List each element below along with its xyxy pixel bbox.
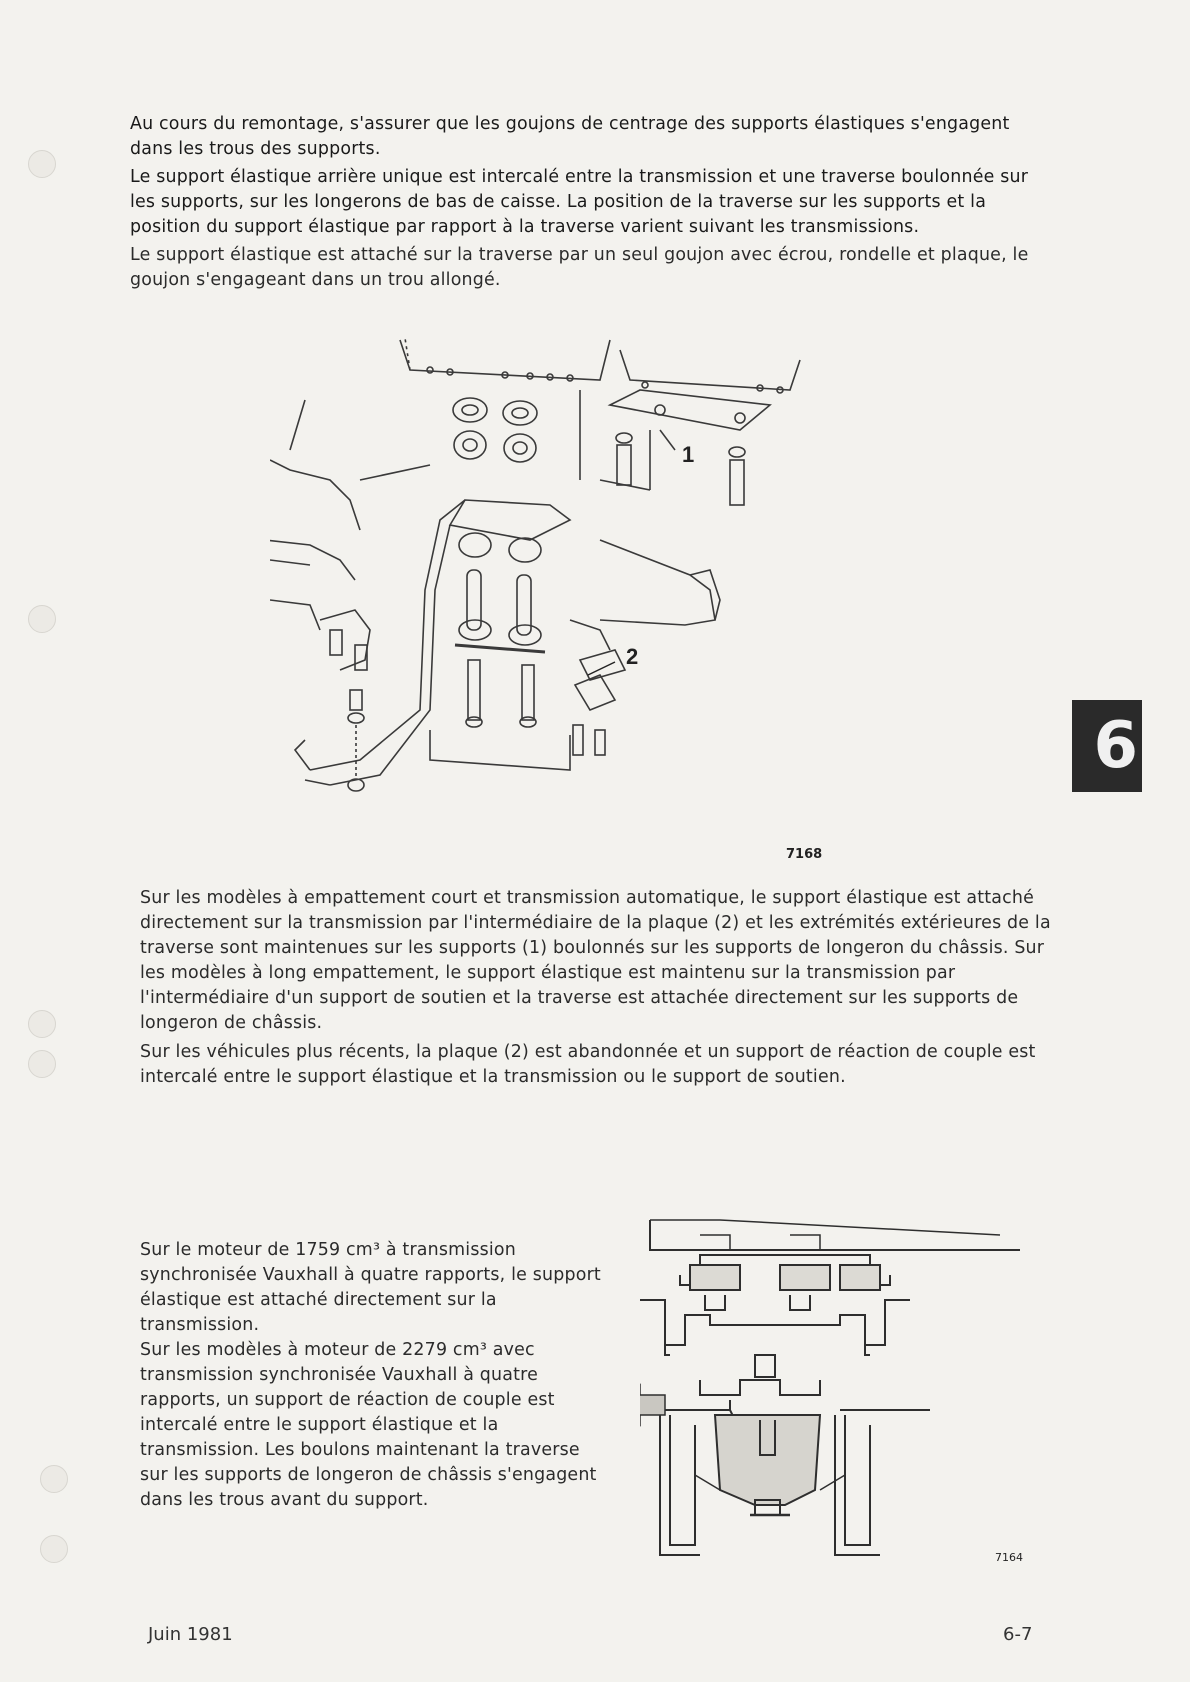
binder-hole [40,1535,68,1563]
callout-2: 2 [626,644,639,669]
paragraph-short-wheelbase: Sur les modèles à empattement court et transmission automatique, le support élastique est attaché directement sur la transmission par l'intermédiaire de la plaque (2) et les extrémités extérieures de la traverse sont maintenues sur les supports (1) boulonnés sur les supports de longeron du châssis. Sur les modèles à long empattement, le support élastique est maintenu sur la transmission par l'intermédiaire d'un support de soutien et la traverse est attachée directement sur les supports de longeron de châssis. [140,888,1051,1033]
binder-hole [28,1050,56,1078]
paragraph-2279-engine: Sur les modèles à moteur de 2279 cm³ avec transmission synchronisée Vauxhall à quatre rapports, un support de réaction de couple est intercalé entre le support élastique et la transmission. Les boulons maintenant la traverse sur les supports de longeron de châssis s'engagent dans les trous avant du support. [140,1340,597,1510]
binder-hole [28,150,56,178]
paragraph-1759-engine: Sur le moteur de 1759 cm³ à transmission synchronisée Vauxhall à quatre rapports, le support élastique est attaché directement sur la transmission. [140,1240,601,1335]
paragraph-reassembly: Au cours du remontage, s'assurer que les goujons de centrage des supports élastiques s'engagent dans les trous des supports. [130,114,1010,159]
binder-hole [28,605,56,633]
figure-number-7168: 7168 [786,847,823,862]
paragraph-rear-mount: Le support élastique arrière unique est intercalé entre la transmission et une traverse boulonnée sur les supports, sur les longerons de bas de caisse. La position de la traverse sur les supports et la position du support élastique par rapport à la traverse varient suivant les transmissions. [130,167,1029,237]
binder-hole [28,1010,56,1038]
paragraph-recent-vehicles: Sur les véhicules plus récents, la plaque (2) est abandonnée et un support de réaction de couple est intercalé entre le support élastique et la transmission ou le support de soutien. [140,1042,1036,1087]
binder-hole [40,1465,68,1493]
paragraph-stud-attachment: Le support élastique est attaché sur la traverse par un seul goujon avec écrou, rondelle et plaque, le goujon s'engageant dans un trou allongé. [130,245,1029,290]
section-tab: 6 [1072,700,1142,792]
rear-mount-exploded-diagram [270,330,880,870]
figure-number-7164: 7164 [995,1551,1023,1564]
forward-arrow-icon [640,1385,665,1425]
callout-1: 1 [682,442,695,467]
footer-date: Juin 1981 [148,1624,233,1645]
page-number: 6-7 [1003,1624,1033,1645]
mount-cross-section-diagram [640,1215,1030,1575]
